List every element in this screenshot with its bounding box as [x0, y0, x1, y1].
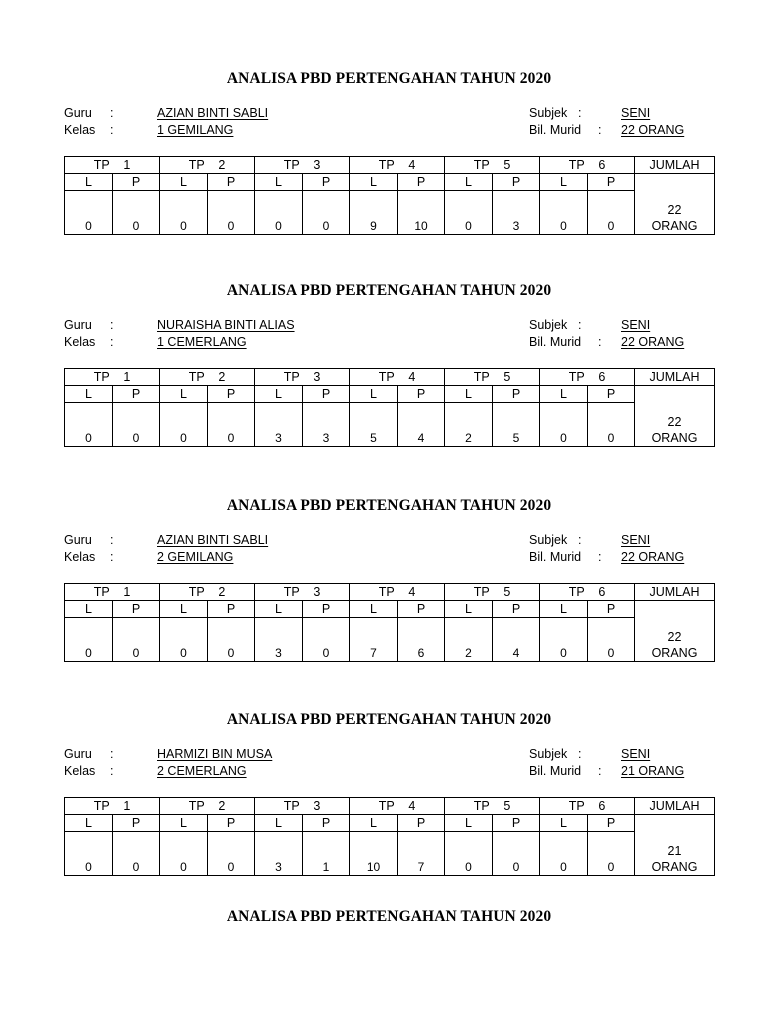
lelaki-header: L	[160, 386, 208, 403]
value-cell: 0	[65, 618, 113, 662]
subjek-value: SENI	[621, 318, 651, 332]
value-cell: 0	[208, 832, 255, 876]
gender-header-row	[65, 815, 715, 832]
gender-header-row	[65, 174, 715, 191]
tp-3-header: TP 3	[255, 798, 350, 815]
value-cell: 6	[398, 618, 445, 662]
perempuan-header: P	[493, 601, 540, 618]
jumlah-cell	[635, 174, 715, 235]
guru-value: HARMIZI BIN MUSA	[157, 747, 273, 761]
tp-6-header: TP 6	[540, 584, 635, 601]
section-title: ANALISA PBD PERTENGAHAN TAHUN 2020	[226, 711, 552, 728]
kelas-value: 2 GEMILANG	[157, 550, 234, 564]
value-cell: 0	[588, 832, 635, 876]
perempuan-header: P	[398, 174, 445, 191]
jumlah-cell	[635, 815, 715, 876]
lelaki-header: L	[65, 601, 113, 618]
perempuan-header: P	[303, 815, 350, 832]
lelaki-header: L	[445, 601, 493, 618]
kelas-label: Kelas	[64, 550, 96, 564]
kelas-colon: :	[110, 123, 114, 137]
bil-murid-colon: :	[598, 764, 602, 778]
lelaki-header: L	[350, 815, 398, 832]
kelas-colon: :	[110, 550, 114, 564]
gender-header-row	[65, 386, 715, 403]
value-cell: 0	[588, 403, 635, 447]
lelaki-header: L	[255, 601, 303, 618]
bil-murid-colon: :	[598, 335, 602, 349]
lelaki-header: L	[160, 174, 208, 191]
guru-label: Guru	[64, 106, 92, 120]
value-cell: 0	[160, 618, 208, 662]
value-cell: 0	[113, 832, 160, 876]
lelaki-header: L	[65, 815, 113, 832]
section-title: ANALISA PBD PERTENGAHAN TAHUN 2020	[226, 282, 552, 299]
kelas-label: Kelas	[64, 764, 96, 778]
perempuan-header: P	[303, 174, 350, 191]
lelaki-header: L	[540, 815, 588, 832]
tp-score-table	[64, 583, 715, 662]
tp-6-header: TP 6	[540, 369, 635, 386]
jumlah-unit: ORANG	[651, 431, 698, 445]
value-cell: 7	[398, 832, 445, 876]
lelaki-header: L	[540, 386, 588, 403]
section-title: ANALISA PBD PERTENGAHAN TAHUN 2020	[226, 497, 552, 514]
value-cell: 4	[398, 403, 445, 447]
value-cell: 5	[350, 403, 398, 447]
lelaki-header: L	[350, 174, 398, 191]
perempuan-header: P	[493, 174, 540, 191]
perempuan-header: P	[208, 386, 255, 403]
perempuan-header: P	[208, 601, 255, 618]
bil-murid-label: Bil. Murid	[529, 550, 582, 564]
perempuan-header: P	[113, 601, 160, 618]
guru-value: NURAISHA BINTI ALIAS	[157, 318, 295, 332]
subjek-value: SENI	[621, 533, 651, 547]
tp-2-header: TP 2	[160, 798, 255, 815]
value-cell: 0	[588, 191, 635, 235]
value-cell: 0	[208, 403, 255, 447]
value-cell: 2	[445, 618, 493, 662]
value-cell: 0	[113, 191, 160, 235]
jumlah-unit: ORANG	[651, 219, 698, 233]
value-cell: 0	[160, 403, 208, 447]
jumlah-count: 22	[667, 203, 682, 217]
subjek-label: Subjek	[529, 533, 568, 547]
tp-score-table	[64, 156, 715, 235]
perempuan-header: P	[493, 386, 540, 403]
value-cell: 0	[65, 191, 113, 235]
lelaki-header: L	[255, 174, 303, 191]
kelas-label: Kelas	[64, 335, 96, 349]
value-cell: 2	[445, 403, 493, 447]
lelaki-header: L	[65, 174, 113, 191]
perempuan-header: P	[493, 815, 540, 832]
tp-header-row	[65, 798, 715, 815]
guru-label: Guru	[64, 318, 92, 332]
value-cell: 4	[493, 618, 540, 662]
bil-murid-colon: :	[598, 123, 602, 137]
tp-6-header: TP 6	[540, 798, 635, 815]
bil-murid-value: 22 ORANG	[621, 335, 685, 349]
lelaki-header: L	[540, 174, 588, 191]
value-cell: 0	[540, 832, 588, 876]
tp-1-header: TP 1	[65, 584, 160, 601]
perempuan-header: P	[398, 601, 445, 618]
bil-murid-value: 22 ORANG	[621, 123, 685, 137]
guru-colon: :	[110, 318, 114, 332]
lelaki-header: L	[160, 601, 208, 618]
lelaki-header: L	[350, 386, 398, 403]
values-row	[65, 618, 715, 662]
value-cell: 0	[113, 403, 160, 447]
value-cell: 0	[160, 832, 208, 876]
tp-3-header: TP 3	[255, 369, 350, 386]
kelas-label: Kelas	[64, 123, 96, 137]
perempuan-header: P	[113, 815, 160, 832]
tp-4-header: TP 4	[350, 369, 445, 386]
value-cell: 5	[493, 403, 540, 447]
subjek-colon: :	[578, 747, 582, 761]
tp-3-header: TP 3	[255, 584, 350, 601]
jumlah-unit: ORANG	[651, 860, 698, 874]
value-cell: 0	[445, 832, 493, 876]
jumlah-header: JUMLAH	[635, 584, 715, 601]
tp-1-header: TP 1	[65, 369, 160, 386]
subjek-colon: :	[578, 533, 582, 547]
value-cell: 0	[208, 618, 255, 662]
value-cell: 7	[350, 618, 398, 662]
gender-header-row	[65, 601, 715, 618]
value-cell: 3	[493, 191, 540, 235]
values-row	[65, 832, 715, 876]
value-cell: 0	[160, 191, 208, 235]
value-cell: 0	[493, 832, 540, 876]
value-cell: 0	[540, 191, 588, 235]
trailing-section-title: ANALISA PBD PERTENGAHAN TAHUN 2020	[226, 908, 552, 925]
perempuan-header: P	[398, 386, 445, 403]
section-title: ANALISA PBD PERTENGAHAN TAHUN 2020	[226, 70, 552, 87]
kelas-colon: :	[110, 764, 114, 778]
value-cell: 0	[303, 618, 350, 662]
perempuan-header: P	[113, 386, 160, 403]
tp-header-row	[65, 157, 715, 174]
tp-score-table	[64, 797, 715, 876]
value-cell: 3	[255, 403, 303, 447]
lelaki-header: L	[255, 386, 303, 403]
value-cell: 0	[65, 403, 113, 447]
jumlah-cell	[635, 386, 715, 447]
kelas-value: 1 GEMILANG	[157, 123, 234, 137]
tp-2-header: TP 2	[160, 584, 255, 601]
tp-4-header: TP 4	[350, 798, 445, 815]
tp-1-header: TP 1	[65, 157, 160, 174]
perempuan-header: P	[588, 174, 635, 191]
tp-2-header: TP 2	[160, 157, 255, 174]
subjek-label: Subjek	[529, 318, 568, 332]
lelaki-header: L	[65, 386, 113, 403]
value-cell: 3	[303, 403, 350, 447]
guru-label: Guru	[64, 533, 92, 547]
tp-1-header: TP 1	[65, 798, 160, 815]
jumlah-header: JUMLAH	[635, 798, 715, 815]
tp-4-header: TP 4	[350, 584, 445, 601]
guru-colon: :	[110, 747, 114, 761]
value-cell: 3	[255, 618, 303, 662]
guru-colon: :	[110, 106, 114, 120]
perempuan-header: P	[588, 601, 635, 618]
lelaki-header: L	[445, 174, 493, 191]
value-cell: 0	[540, 618, 588, 662]
tp-3-header: TP 3	[255, 157, 350, 174]
jumlah-header: JUMLAH	[635, 157, 715, 174]
lelaki-header: L	[540, 601, 588, 618]
lelaki-header: L	[445, 386, 493, 403]
perempuan-header: P	[303, 601, 350, 618]
value-cell: 0	[113, 618, 160, 662]
value-cell: 1	[303, 832, 350, 876]
bil-murid-value: 21 ORANG	[621, 764, 685, 778]
tp-score-table	[64, 368, 715, 447]
lelaki-header: L	[160, 815, 208, 832]
value-cell: 9	[350, 191, 398, 235]
subjek-value: SENI	[621, 747, 651, 761]
bil-murid-colon: :	[598, 550, 602, 564]
value-cell: 0	[255, 191, 303, 235]
value-cell: 10	[350, 832, 398, 876]
value-cell: 0	[445, 191, 493, 235]
tp-5-header: TP 5	[445, 584, 540, 601]
perempuan-header: P	[113, 174, 160, 191]
tp-6-header: TP 6	[540, 157, 635, 174]
perempuan-header: P	[303, 386, 350, 403]
perempuan-header: P	[398, 815, 445, 832]
jumlah-count: 22	[667, 415, 682, 429]
bil-murid-label: Bil. Murid	[529, 335, 582, 349]
jumlah-cell	[635, 601, 715, 662]
subjek-label: Subjek	[529, 747, 568, 761]
lelaki-header: L	[445, 815, 493, 832]
value-cell: 0	[65, 832, 113, 876]
lelaki-header: L	[255, 815, 303, 832]
value-cell: 0	[588, 618, 635, 662]
value-cell: 0	[303, 191, 350, 235]
tp-5-header: TP 5	[445, 157, 540, 174]
guru-value: AZIAN BINTI SABLI	[157, 106, 269, 120]
value-cell: 3	[255, 832, 303, 876]
value-cell: 0	[208, 191, 255, 235]
jumlah-count: 22	[667, 630, 682, 644]
jumlah-unit: ORANG	[651, 646, 698, 660]
lelaki-header: L	[350, 601, 398, 618]
subjek-label: Subjek	[529, 106, 568, 120]
perempuan-header: P	[208, 174, 255, 191]
subjek-colon: :	[578, 106, 582, 120]
values-row	[65, 403, 715, 447]
tp-5-header: TP 5	[445, 369, 540, 386]
tp-2-header: TP 2	[160, 369, 255, 386]
bil-murid-label: Bil. Murid	[529, 123, 582, 137]
perempuan-header: P	[208, 815, 255, 832]
guru-value: AZIAN BINTI SABLI	[157, 533, 269, 547]
bil-murid-label: Bil. Murid	[529, 764, 582, 778]
kelas-value: 2 CEMERLANG	[157, 764, 247, 778]
perempuan-header: P	[588, 386, 635, 403]
kelas-colon: :	[110, 335, 114, 349]
guru-label: Guru	[64, 747, 92, 761]
tp-header-row	[65, 584, 715, 601]
value-cell: 0	[540, 403, 588, 447]
kelas-value: 1 CEMERLANG	[157, 335, 247, 349]
subjek-colon: :	[578, 318, 582, 332]
values-row	[65, 191, 715, 235]
tp-5-header: TP 5	[445, 798, 540, 815]
guru-colon: :	[110, 533, 114, 547]
bil-murid-value: 22 ORANG	[621, 550, 685, 564]
subjek-value: SENI	[621, 106, 651, 120]
value-cell: 10	[398, 191, 445, 235]
jumlah-header: JUMLAH	[635, 369, 715, 386]
perempuan-header: P	[588, 815, 635, 832]
jumlah-count: 21	[667, 844, 682, 858]
tp-4-header: TP 4	[350, 157, 445, 174]
tp-header-row	[65, 369, 715, 386]
